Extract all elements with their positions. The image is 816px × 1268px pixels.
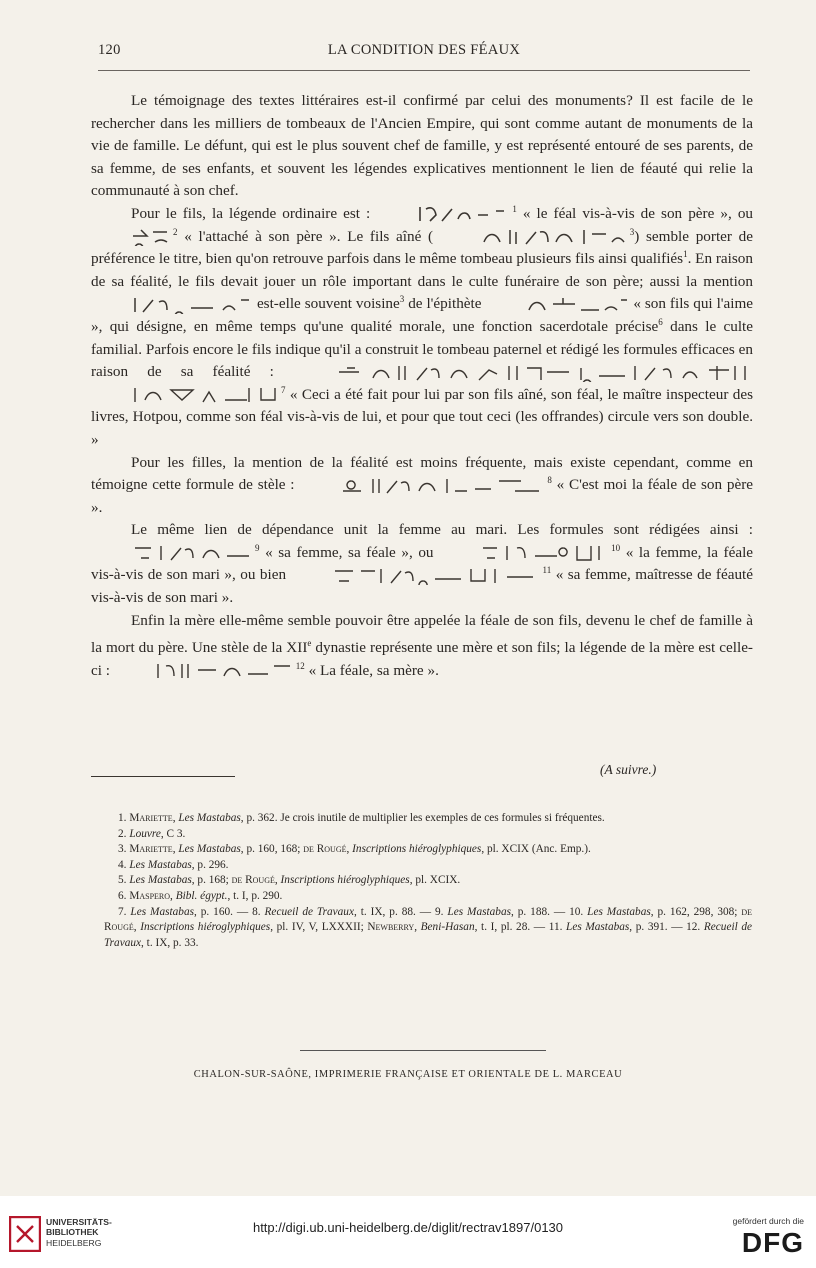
hieroglyph-group-icon xyxy=(485,296,629,314)
footnote-3: 3. Mariette, Les Mastabas, p. 160, 168; de Rougé, Inscriptions hiéroglyphiques, pl. XCIX (Anc. Emp.). xyxy=(118,843,591,856)
main-text xyxy=(91,90,753,683)
hieroglyph-group-icon xyxy=(91,544,255,562)
paragraph-2: Pour le fils, la légende ordinaire est : $^1$ « le féal vis-à-vis de son père », ou $^2$ « l'attaché à son père ». Le fils aîné ( $^3$) semble porter de préférence le titre, bien qu'on retrouve parfois dans le même tombeau plusieurs fils ainsi qualifiés$^1$. En raison de sa féalité, le fils devait jouer un rôle important dans le culte funéraire de son père; aussi la mention est-elle souvent voisine$^3$ de l'épithète « son fils qui l'aime », qui désigne, en même temps qu'une qualité morale, une fonction sacerdotale précise$^6$ dans le culte familial. Parfois encore le fils indique qu'il a construit le tombeau paternel et rédigé les formules efficaces en raison de sa féalité : $^7$ « Ceci a été fait pour lui par son fils aîné, son féal, le maître inspecteur des livres, Hotpou, comme son féal vis-à-vis de lui, et pour que tout ceci (les offrandes) circule vers son double. » xyxy=(91,203,754,448)
footnote-1: 1. Mariette, Les Mastabas, p. 362. Je crois inutile de multiplier les exemples de ces formules si fréquentes. xyxy=(118,812,605,824)
permalink-url[interactable]: http://digi.ub.uni-heidelberg.de/diglit/rectrav1897/0130 xyxy=(252,1220,564,1235)
library-name: UNIVERSITÄTS- BIBLIOTHEK HEIDELBERG xyxy=(46,1217,112,1248)
running-title: LA CONDITION DES FÉAUX xyxy=(327,42,521,58)
funded-by-label: gefördert durch die xyxy=(732,1216,804,1226)
hieroglyph-group-icon xyxy=(440,228,630,246)
imprint-rule xyxy=(300,1050,546,1051)
paragraph-5: Enfin la mère elle-même semble pouvoir être appelée la féale de son fils, devenu le chef de famille à la mort du père. Une stèle de la XIIe dynastie représente une mère et son fils; la légende de la mère est celle-ci : $^{12}$ « La féale, sa mère ». xyxy=(91,611,753,679)
hieroglyph-group-icon xyxy=(439,544,611,562)
footnotes xyxy=(104,811,752,951)
footnote-7: 7. Les Mastabas, p. 160. — 8. Recueil de Travaux, t. IX, p. 88. — 9. Les Mastabas, p. 188. — 10. Les Mastabas, p. 162, 298, 308; de Rougé, Inscriptions hiéroglyphiques, pl. IV, V, LXXXII; Newberry, Beni-Hasan, t. I, pl. 28. — 11. Les Mastabas, p. 391. — 12. Recueil de Travaux, t. IX, p. 33. xyxy=(104,905,753,949)
viewer-footer-bar xyxy=(0,1196,816,1268)
page-number: 120 xyxy=(98,42,121,58)
paragraph-1: Le témoignage des textes littéraires est-il confirmé par celui des monuments? Il est facile de le rechercher dans les milliers de tombeaux de l'Ancien Empire, qui sont comme autant de monuments de la vie de famille. Le défunt, qui est le plus souvent chef de famille, y est représenté entouré de ses parents, de sa femme, de ses enfants, et souvent les légendes explicatives mentionnent le lien de féauté qui relie la communauté à son chef. xyxy=(91,92,753,200)
hieroglyph-group-icon xyxy=(291,567,543,585)
hieroglyph-inscription-icon xyxy=(293,364,753,382)
footnote-4: 4. Les Mastabas, p. 296. xyxy=(118,858,229,871)
footnote-2: 2. Louvre, C 3. xyxy=(118,827,186,840)
hieroglyph-inscription-icon xyxy=(91,386,281,404)
hieroglyph-group-icon xyxy=(114,662,296,680)
footnote-rule xyxy=(91,776,235,777)
footnote-5: 5. Les Mastabas, p. 168; de Rougé, Inscriptions hiéroglyphiques, pl. XCIX. xyxy=(118,874,461,887)
dfg-logo[interactable]: DFG xyxy=(741,1227,804,1258)
to-be-continued: (A suivre.) xyxy=(600,762,657,777)
hieroglyph-group-icon xyxy=(299,477,547,495)
hieroglyph-group-icon xyxy=(91,296,253,314)
printer-imprint: CHALON-SUR-SAÔNE, IMPRIMERIE FRANÇAISE ET ORIENTALE DE L. MARCEAU xyxy=(193,1069,623,1080)
hieroglyph-group-icon xyxy=(376,205,512,223)
running-header xyxy=(98,42,750,64)
header-rule xyxy=(98,70,750,71)
paragraph-4: Le même lien de dépendance unit la femme au mari. Les formules sont rédigées ainsi : $^9$ « sa femme, sa féale », ou $^{10}$ « la femme, la féale vis-à-vis de son mari », ou bien $^{11}$ « sa femme, maîtresse de féauté vis-à-vis de son mari ». xyxy=(91,521,754,607)
paragraph-3: Pour les filles, la mention de la féalité est moins fréquente, mais existe cependant, comme en témoigne cette formule de stèle : $^8$ « C'est moi la féale de son père ». xyxy=(91,453,754,516)
hieroglyph-group-icon xyxy=(91,228,173,246)
footnote-6: 6. Maspero, Bibl. égypt., t. I, p. 290. xyxy=(118,889,283,902)
